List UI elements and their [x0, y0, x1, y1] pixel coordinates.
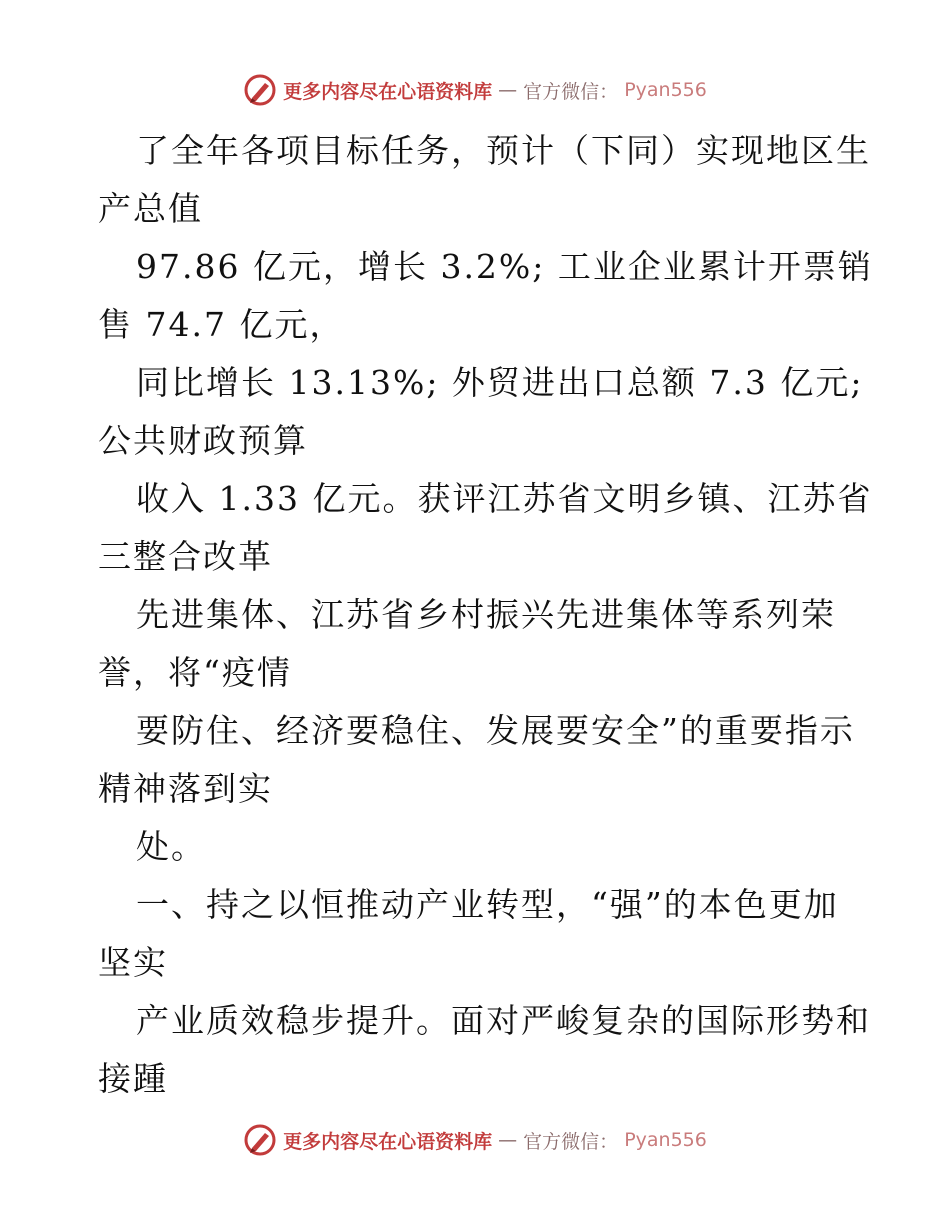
pen-logo-icon: [243, 73, 277, 107]
document-body: [98, 122, 873, 1108]
watermark-label: 官方微信：: [523, 1130, 619, 1153]
header-watermark: [0, 70, 950, 110]
body-line: 产业质效稳步提升。面对严峻复杂的国际形势和: [136, 1001, 871, 1040]
body-line: 精神落到实: [98, 769, 273, 808]
body-line: 接踵: [98, 1059, 168, 1098]
watermark-main-text: 更多内容尽在心语资料库: [283, 80, 493, 103]
body-line: 收入 1.33 亿元。获评江苏省文明乡镇、江苏省: [136, 479, 873, 518]
footer-watermark: [0, 1120, 950, 1160]
body-line: 公共财政预算: [98, 421, 308, 460]
pen-logo-icon: [243, 1123, 277, 1157]
body-line: 先进集体、江苏省乡村振兴先进集体等系列荣: [136, 595, 836, 634]
section-heading: 一、持之以恒推动产业转型，“强”的本色更加: [136, 885, 839, 924]
body-line: 产总值: [98, 189, 203, 228]
body-line: 了全年各项目标任务，预计（下同）实现地区生: [136, 131, 871, 170]
body-line: 三整合改革: [98, 537, 273, 576]
watermark-dash: —: [498, 79, 518, 101]
body-line: 97.86 亿元，增长 3.2%; 工业企业累计开票销: [136, 247, 873, 286]
body-line: 处。: [136, 827, 206, 866]
watermark-label: 官方微信：: [523, 80, 619, 103]
body-line: 要防住、经济要稳住、发展要安全”的重要指示: [136, 711, 855, 750]
body-line: 售 74.7 亿元，: [98, 305, 345, 344]
watermark-id: Pyan556: [624, 1129, 707, 1151]
watermark-id: Pyan556: [624, 79, 707, 101]
body-line: 誉，将“疫情: [98, 653, 292, 692]
watermark-dash: —: [498, 1129, 518, 1151]
body-line: 同比增长 13.13%; 外贸进出口总额 7.3 亿元;: [136, 363, 864, 402]
body-line: 坚实: [98, 943, 168, 982]
watermark-main-text: 更多内容尽在心语资料库: [283, 1130, 493, 1153]
